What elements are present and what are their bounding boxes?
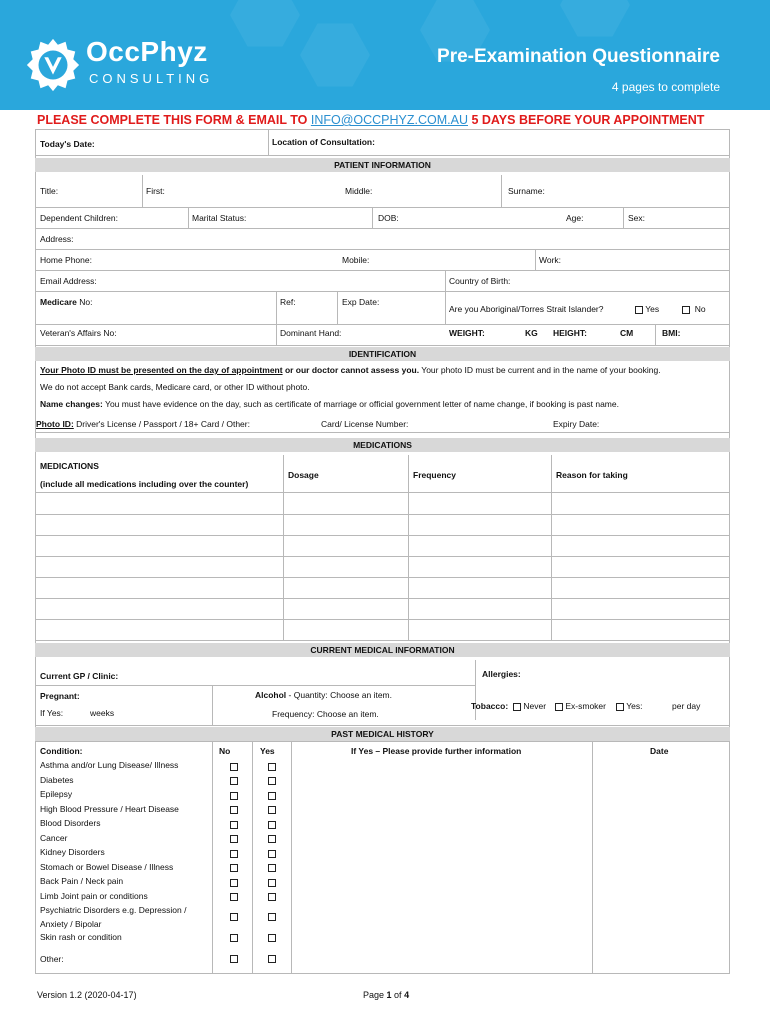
tobacco-never-label: Never (523, 701, 547, 711)
medicare-exp-date-field[interactable]: Exp Date: (342, 297, 380, 307)
aboriginal-yes-option[interactable] (635, 304, 659, 314)
checkbox-icon[interactable] (268, 864, 276, 872)
blood-disorders-yes-checkbox[interactable] (268, 819, 276, 829)
condition-other[interactable]: Other: (40, 954, 64, 964)
pregnant-if-yes-label: If Yes: (40, 708, 64, 718)
medications-heading: MEDICATIONS (35, 438, 730, 452)
skin-rash-yes-checkbox[interactable] (268, 932, 276, 942)
medicare-label: Medicare (40, 297, 77, 307)
tobacco-ex-smoker-label: Ex-smoker (565, 701, 606, 711)
condition-stomach: Stomach or Bowel Disease / Illness (40, 862, 174, 872)
condition-blood-disorders: Blood Disorders (40, 818, 101, 828)
aboriginal-yes-label: Yes (645, 304, 660, 314)
epilepsy-no-checkbox[interactable] (230, 790, 238, 800)
pregnant-weeks-field[interactable]: weeks (90, 708, 115, 718)
asthma-yes-checkbox[interactable] (268, 761, 276, 771)
checkbox-icon[interactable] (268, 763, 276, 771)
no-column-header: No (219, 746, 231, 756)
checkbox-icon[interactable] (230, 763, 238, 771)
checkbox-icon[interactable] (268, 806, 276, 814)
condition-epilepsy: Epilepsy (40, 789, 73, 799)
title-field[interactable]: Title: (40, 186, 59, 196)
checkbox-icon[interactable] (230, 850, 238, 858)
stomach-yes-checkbox[interactable] (268, 862, 276, 872)
epilepsy-yes-checkbox[interactable] (268, 790, 276, 800)
identification-heading: IDENTIFICATION (35, 347, 730, 361)
checkbox-icon[interactable] (230, 806, 238, 814)
yes-column-header: Yes (260, 746, 275, 756)
photo-id-label: Photo ID: (36, 419, 74, 429)
email-address-field[interactable]: Email Address: (40, 276, 97, 286)
back-pain-yes-checkbox[interactable] (268, 877, 276, 887)
name-changes-notice (40, 399, 619, 409)
weight-field[interactable]: WEIGHT: (449, 328, 485, 338)
patient-info-heading: PATIENT INFORMATION (35, 158, 730, 172)
card-number-field[interactable]: Card/ License Number: (321, 419, 409, 429)
location-label: Location of Consultation: (272, 137, 375, 147)
page-number (363, 990, 409, 1000)
checkbox-icon[interactable] (268, 913, 276, 921)
name-changes-label: Name changes: (40, 399, 103, 409)
asthma-no-checkbox[interactable] (230, 761, 238, 771)
limb-joint-no-checkbox[interactable] (230, 891, 238, 901)
page-current: 1 (386, 990, 392, 1000)
doctor-cannot-assess-text: or our doctor cannot assess you. (282, 365, 420, 375)
name-changes-text: You must have evidence on the day, such as certificate of marriage or official government letter of name change, if booking is past name. (102, 399, 619, 409)
photo-id-notice (40, 365, 661, 375)
past-medical-history-heading: PAST MEDICAL HISTORY (35, 727, 730, 741)
checkbox-icon[interactable] (230, 934, 238, 942)
further-info-column-header: If Yes – Please provide further information (351, 746, 522, 756)
no-bank-cards-notice: We do not accept Bank cards, Medicare card, or other ID without photo. (40, 382, 310, 392)
height-field[interactable]: HEIGHT: (553, 328, 587, 338)
veterans-affairs-field[interactable]: Veteran's Affairs No: (40, 328, 117, 338)
checkbox-icon[interactable] (616, 703, 624, 711)
condition-cancer: Cancer (40, 833, 68, 843)
checkbox-icon[interactable] (230, 792, 238, 800)
medications-column-subheader: (include all medications including over the counter) (40, 479, 249, 489)
blood-disorders-no-checkbox[interactable] (230, 819, 238, 829)
brand-name: OccPhyz (86, 36, 208, 67)
dominant-hand-field[interactable]: Dominant Hand: (280, 328, 342, 338)
stomach-no-checkbox[interactable] (230, 862, 238, 872)
aboriginal-no-option[interactable] (682, 304, 706, 314)
country-of-birth-field[interactable]: Country of Birth: (449, 276, 511, 286)
checkbox-icon[interactable] (268, 821, 276, 829)
condition-skin-rash: Skin rash or condition (40, 932, 122, 942)
cancer-no-checkbox[interactable] (230, 833, 238, 843)
checkbox-icon[interactable] (230, 864, 238, 872)
kidney-yes-checkbox[interactable] (268, 848, 276, 858)
checkbox-icon[interactable] (635, 306, 643, 314)
photo-id-current-text: Your photo ID must be current and in the name of your booking. (419, 365, 661, 375)
reason-column-header: Reason for taking (556, 470, 628, 480)
bmi-field[interactable]: BMI: (662, 328, 681, 338)
cancer-yes-checkbox[interactable] (268, 833, 276, 843)
condition-kidney: Kidney Disorders (40, 847, 105, 857)
page-title: Pre-Examination Questionnaire (437, 46, 720, 67)
hex-pattern (230, 0, 300, 50)
checkbox-icon[interactable] (682, 306, 690, 314)
condition-asthma: Asthma and/or Lung Disease/ Illness (40, 760, 179, 770)
diabetes-no-checkbox[interactable] (230, 775, 238, 785)
alcohol-frequency-dropdown[interactable]: Frequency: Choose an item. (272, 709, 379, 719)
limb-joint-yes-checkbox[interactable] (268, 891, 276, 901)
dob-field[interactable]: DOB: (378, 213, 399, 223)
blood-pressure-no-checkbox[interactable] (230, 804, 238, 814)
notice-text-end: 5 DAYS BEFORE YOUR APPOINTMENT (468, 113, 705, 127)
back-pain-no-checkbox[interactable] (230, 877, 238, 887)
todays-date-label: Today's Date: (40, 139, 95, 149)
page-subtitle: 4 pages to complete (611, 80, 720, 94)
condition-psychiatric-cont: Anxiety / Bipolar (40, 919, 102, 929)
page-of: of (391, 990, 405, 1000)
notice-text: PLEASE COMPLETE THIS FORM & EMAIL TO (37, 113, 311, 127)
condition-limb-joint: Limb Joint pain or conditions (40, 891, 148, 901)
height-unit: CM (620, 328, 634, 338)
checkbox-icon[interactable] (268, 792, 276, 800)
checkbox-icon[interactable] (268, 777, 276, 785)
tobacco-yes-option[interactable] (616, 701, 642, 711)
sex-field[interactable]: Sex: (628, 213, 646, 223)
questionnaire-form (35, 129, 730, 974)
marital-status-field[interactable]: Marital Status: (192, 213, 247, 223)
checkbox-icon[interactable] (268, 850, 276, 858)
checkbox-icon[interactable] (230, 893, 238, 901)
expiry-date-field[interactable]: Expiry Date: (553, 419, 600, 429)
checkbox-icon[interactable] (268, 879, 276, 887)
checkbox-icon[interactable] (230, 879, 238, 887)
middle-name-field[interactable]: Middle: (345, 186, 373, 196)
psychiatric-no-checkbox[interactable] (230, 911, 238, 921)
dependent-children-field[interactable]: Dependent Children: (40, 213, 118, 223)
condition-diabetes: Diabetes (40, 775, 74, 785)
aboriginal-question: Are you Aboriginal/Torres Strait Islander? (449, 304, 604, 314)
checkbox-icon[interactable] (268, 955, 276, 963)
weight-unit: KG (525, 328, 538, 338)
brand-subtitle: CONSULTING (89, 71, 214, 86)
checkbox-icon[interactable] (230, 821, 238, 829)
checkbox-icon[interactable] (230, 835, 238, 843)
checkbox-icon[interactable] (230, 913, 238, 921)
address-field[interactable]: Address: (40, 234, 74, 244)
medicare-no-field[interactable] (40, 297, 92, 307)
page-total: 4 (404, 990, 410, 1000)
other-no-checkbox[interactable] (230, 953, 238, 963)
version-label: Version 1.2 (2020-04-17) (37, 990, 137, 1000)
psychiatric-yes-checkbox[interactable] (268, 911, 276, 921)
frequency-column-header: Frequency (413, 470, 456, 480)
other-yes-checkbox[interactable] (268, 953, 276, 963)
page-prefix: Page (363, 990, 387, 1000)
current-medical-heading: CURRENT MEDICAL INFORMATION (35, 643, 730, 657)
condition-back-pain: Back Pain / Neck pain (40, 876, 124, 886)
photo-id-must-text: Your Photo ID must be presented on the day of appointment (40, 365, 283, 375)
checkbox-icon[interactable] (555, 703, 563, 711)
blood-pressure-yes-checkbox[interactable] (268, 804, 276, 814)
medications-column-header: MEDICATIONS (40, 461, 99, 471)
photo-id-options: Driver's License / Passport / 18+ Card / Other: (73, 419, 250, 429)
tobacco-per-day-label: per day (672, 701, 701, 711)
email-link[interactable]: INFO@OCCPHYZ.COM.AU (310, 113, 468, 127)
hex-pattern (560, 0, 630, 40)
mobile-field[interactable]: Mobile: (342, 255, 370, 265)
photo-id-type-field[interactable] (36, 419, 250, 429)
checkbox-icon[interactable] (268, 835, 276, 843)
checkbox-icon[interactable] (230, 955, 238, 963)
pregnant-field[interactable]: Pregnant: (40, 691, 80, 701)
email-notice (37, 113, 704, 127)
tobacco-label: Tobacco: (471, 701, 509, 711)
kidney-no-checkbox[interactable] (230, 848, 238, 858)
checkbox-icon[interactable] (513, 703, 521, 711)
condition-psychiatric: Psychiatric Disorders e.g. Depression / (40, 905, 187, 915)
current-gp-field[interactable]: Current GP / Clinic: (40, 671, 119, 681)
allergies-field[interactable]: Allergies: (482, 669, 521, 679)
skin-rash-no-checkbox[interactable] (230, 932, 238, 942)
age-field[interactable]: Age: (566, 213, 584, 223)
checkbox-icon[interactable] (268, 893, 276, 901)
medicare-no-label: No: (76, 297, 93, 307)
home-phone-field[interactable]: Home Phone: (40, 255, 92, 265)
medicare-ref-field[interactable]: Ref: (280, 297, 296, 307)
hex-pattern (300, 20, 370, 90)
checkbox-icon[interactable] (230, 777, 238, 785)
surname-field[interactable]: Surname: (508, 186, 545, 196)
condition-blood-pressure: High Blood Pressure / Heart Disease (40, 804, 179, 814)
header-banner (0, 0, 770, 110)
first-name-field[interactable]: First: (146, 186, 165, 196)
tobacco-never-option[interactable] (513, 701, 546, 711)
work-phone-field[interactable]: Work: (539, 255, 562, 265)
aboriginal-no-label: No (694, 304, 706, 314)
date-column-header: Date (650, 746, 669, 756)
diabetes-yes-checkbox[interactable] (268, 775, 276, 785)
alcohol-label: Alcohol (255, 690, 287, 700)
tobacco-yes-label: Yes: (626, 701, 643, 711)
occphyz-logo-icon (24, 36, 82, 94)
checkbox-icon[interactable] (268, 934, 276, 942)
alcohol-quantity-value: - Quantity: Choose an item. (286, 690, 392, 700)
alcohol-quantity-dropdown[interactable] (255, 690, 392, 700)
dosage-column-header: Dosage (288, 470, 319, 480)
tobacco-ex-smoker-option[interactable] (555, 701, 606, 711)
condition-column-header: Condition: (40, 746, 83, 756)
